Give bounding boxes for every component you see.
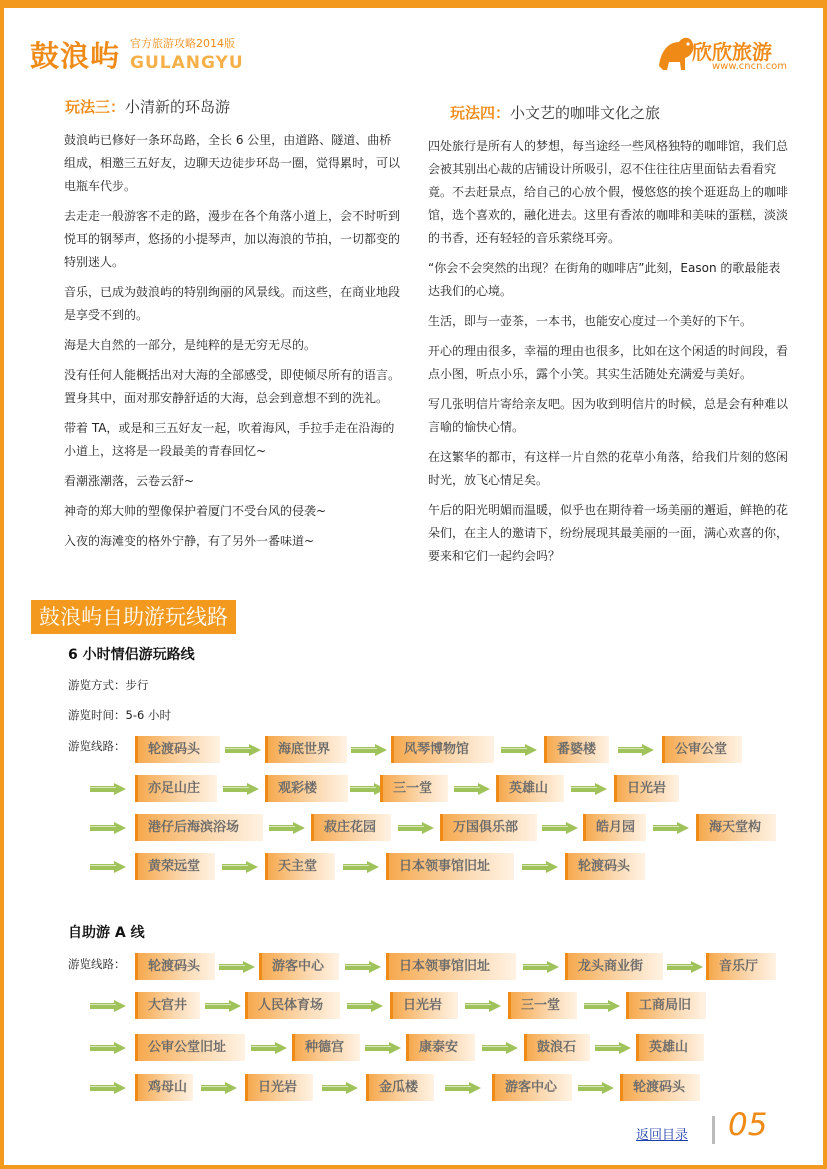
route-stop: 音乐厅 [706, 953, 776, 980]
route-stop: 三一堂 [508, 992, 577, 1019]
right-heading-text: 小文艺的咖啡文化之旅 [510, 104, 661, 122]
flow-arrow-icon [398, 822, 434, 834]
flow-arrow-icon [522, 861, 558, 873]
route-stop: 金瓜楼 [366, 1074, 434, 1101]
logo-text: 欣欣旅游 [692, 40, 772, 64]
page-number: 05 [728, 1107, 768, 1143]
flow-arrow-icon [90, 1000, 126, 1012]
back-to-contents-link[interactable]: 返回目录 [636, 1128, 689, 1143]
route-stop: 轮渡码头 [135, 953, 215, 980]
flow-arrow-icon [222, 861, 258, 873]
flow-arrow-icon [653, 822, 689, 834]
paragraph: 入夜的海滩变的格外宁静，有了另外一番味道~ [64, 534, 315, 548]
route-stop: 海底世界 [265, 736, 347, 763]
route1-time: 游览时间：5-6 小时 [68, 708, 171, 722]
paragraph: 四处旅行是所有人的梦想，每当途经一些风格独特的咖啡馆，我们总会被其别出心裁的店铺设计所吸引，忍不住往往店里面钻去看看究竟。不去赶景点，给自己的心放个假，慢悠悠的挨个逛逛岛上的咖啡馆，选个喜欢的，融化进去。这里有香浓的咖啡和美味的蛋糕，淡淡的书香，还有轻轻的音乐萦绕耳旁。 [428, 139, 789, 245]
route-stop: 游客中心 [259, 953, 339, 980]
route-stop: 公审公堂旧址 [135, 1034, 245, 1061]
brand-title: 鼓浪屿 [30, 39, 121, 73]
flow-arrow-icon [618, 744, 654, 756]
route-stop: 日光岩 [614, 775, 679, 802]
route-stop: 英雄山 [636, 1034, 704, 1061]
flow-arrow-icon [365, 1042, 401, 1054]
paragraph: “你会不会突然的出现？在街角的咖啡店”此刻，Eason 的歌最能表达我们的心境。 [428, 261, 781, 298]
flow-arrow-icon [90, 1042, 126, 1054]
flow-arrow-icon [667, 961, 703, 973]
left-heading-key: 玩法三： [65, 98, 126, 116]
route-stop: 日光岩 [245, 1074, 313, 1101]
flow-arrow-icon [445, 1082, 481, 1094]
route-stop: 风琴博物馆 [391, 736, 494, 763]
flow-arrow-icon [523, 961, 559, 973]
route1-route-label: 游览线路： [68, 739, 126, 753]
paragraph: 开心的理由很多，幸福的理由也很多，比如在这个闲适的时间段，看点小图，听点小乐，露个小笑。其实生活随处充满爱与美好。 [428, 344, 789, 381]
route-stop: 英雄山 [496, 775, 564, 802]
flow-arrow-icon [347, 1000, 383, 1012]
flow-arrow-icon [351, 744, 387, 756]
flow-arrow-icon [201, 1082, 237, 1094]
left-column [64, 96, 400, 560]
route-stop: 番婆楼 [544, 736, 609, 763]
route-stop: 观彩楼 [265, 775, 348, 802]
route-stop: 港仔后海滨浴场 [135, 814, 263, 841]
route-stop: 鸡母山 [135, 1074, 193, 1101]
route-stop: 工商局旧 [626, 992, 706, 1019]
right-column [428, 102, 788, 575]
paragraph: 在这繁华的都市，有这样一片自然的花草小角落，给我们片刻的悠闲时光，放飞心情足矣。 [428, 450, 789, 487]
paragraph: 鼓浪屿已修好一条环岛路，全长 6 公里，由道路、隧道、曲桥组成，相邀三五好友，边聊天边徒步环岛一圈，觉得累时，可以电瓶车代步。 [64, 133, 401, 193]
route-stop: 轮渡码头 [620, 1074, 700, 1101]
route-stop: 人民体育场 [245, 992, 340, 1019]
route-stop: 黄荣远堂 [135, 853, 215, 880]
route-stop: 鼓浪石 [524, 1034, 590, 1061]
paragraph: 午后的阳光明媚而温暖，似乎也在期待着一场美丽的邂逅，鲜艳的花朵们，在主人的邀请下，纷纷展现其最美丽的一面，满心欢喜的你，要来和它们一起约会吗？ [428, 503, 789, 563]
route-stop: 轮渡码头 [135, 736, 220, 763]
route2-route-label: 游览线路： [68, 957, 126, 971]
flow-arrow-icon [90, 822, 126, 834]
flow-arrow-icon [205, 1000, 241, 1012]
flow-arrow-icon [251, 1042, 287, 1054]
paragraph: 去走走一般游客不走的路，漫步在各个角落小道上，会不时听到悦耳的钢琴声，悠扬的小提琴声，加以海浪的节拍，一切都变的特别迷人。 [64, 209, 401, 269]
flow-arrow-icon [454, 783, 490, 795]
route-stop: 天主堂 [265, 853, 335, 880]
route-stop: 菽庄花园 [311, 814, 391, 841]
route-stop: 康泰安 [406, 1034, 475, 1061]
route-stop: 三一堂 [380, 775, 448, 802]
flow-arrow-icon [90, 861, 126, 873]
flow-arrow-icon [90, 1082, 126, 1094]
left-heading [65, 96, 400, 119]
flow-arrow-icon [90, 783, 126, 795]
paragraph: 生活，即与一壶茶，一本书，也能安心度过一个美好的下午。 [428, 314, 753, 328]
paragraph: 海是大自然的一部分，是纯粹的是无穷无尽的。 [64, 338, 317, 352]
section-title: 鼓浪屿自助游玩线路 [31, 600, 236, 634]
flow-arrow-icon [345, 961, 381, 973]
route-stop: 皓月园 [583, 814, 646, 841]
route-stop: 龙头商业街 [565, 953, 663, 980]
flow-arrow-icon [542, 822, 578, 834]
route-stop: 万国俱乐部 [440, 814, 537, 841]
route-stop: 大宫井 [135, 992, 200, 1019]
route1-mode: 游览方式：步行 [68, 678, 149, 692]
route-stop: 公审公堂 [662, 736, 742, 763]
route-stop: 日本领事馆旧址 [386, 853, 514, 880]
route1-title: 6 小时情侣游玩路线 [68, 647, 195, 663]
route-stop: 种德宫 [292, 1034, 360, 1061]
flow-arrow-icon [501, 744, 537, 756]
route-stop: 日光岩 [390, 992, 458, 1019]
flow-arrow-icon [584, 1000, 620, 1012]
flow-arrow-icon [219, 961, 255, 973]
flow-arrow-icon [269, 822, 305, 834]
right-heading-key: 玩法四： [450, 104, 511, 122]
left-heading-text: 小清新的环岛游 [125, 98, 231, 116]
flow-arrow-icon [465, 1000, 501, 1012]
flow-arrow-icon [343, 861, 379, 873]
route-stop: 轮渡码头 [565, 853, 645, 880]
route-stop: 日本领事馆旧址 [386, 953, 516, 980]
paragraph: 写几张明信片寄给亲友吧。因为收到明信片的时候，总是会有种难以言喻的愉快心情。 [428, 397, 789, 434]
paragraph: 带着 TA，或是和三五好友一起，吹着海风，手拉手走在沿海的小道上，这将是一段最美的青春回忆~ [64, 421, 395, 458]
flow-arrow-icon [595, 1042, 631, 1054]
flow-arrow-icon [225, 744, 261, 756]
paragraph: 没有任何人能概括出对大海的全部感受，即使倾尽所有的语言。置身其中，面对那安静舒适的大海，总会到意想不到的洗礼。 [64, 368, 401, 405]
route-stop: 游客中心 [492, 1074, 572, 1101]
brand-pinyin: GULANGYU [130, 53, 244, 73]
flow-arrow-icon [578, 1082, 614, 1094]
flow-arrow-icon [482, 1042, 518, 1054]
flow-arrow-icon [223, 783, 259, 795]
paragraph: 音乐，已成为鼓浪屿的特别绚丽的风景线。而这些，在商业地段是享受不到的。 [64, 285, 401, 322]
flow-arrow-icon [571, 783, 607, 795]
footer-divider [712, 1116, 715, 1144]
right-heading [450, 102, 788, 125]
route2-title: 自助游 A 线 [68, 925, 145, 941]
paragraph: 看潮涨潮落，云卷云舒~ [64, 474, 195, 488]
flow-arrow-icon [322, 1082, 358, 1094]
paragraph: 神奇的郑大帅的塑像保护着厦门不受台风的侵袭~ [64, 504, 327, 518]
route-stop: 亦足山庄 [135, 775, 217, 802]
logo-url: www.cncn.com [712, 61, 788, 72]
guide-subtitle: 官方旅游攻略2014版 [130, 37, 235, 50]
route-stop: 海天堂构 [696, 814, 776, 841]
